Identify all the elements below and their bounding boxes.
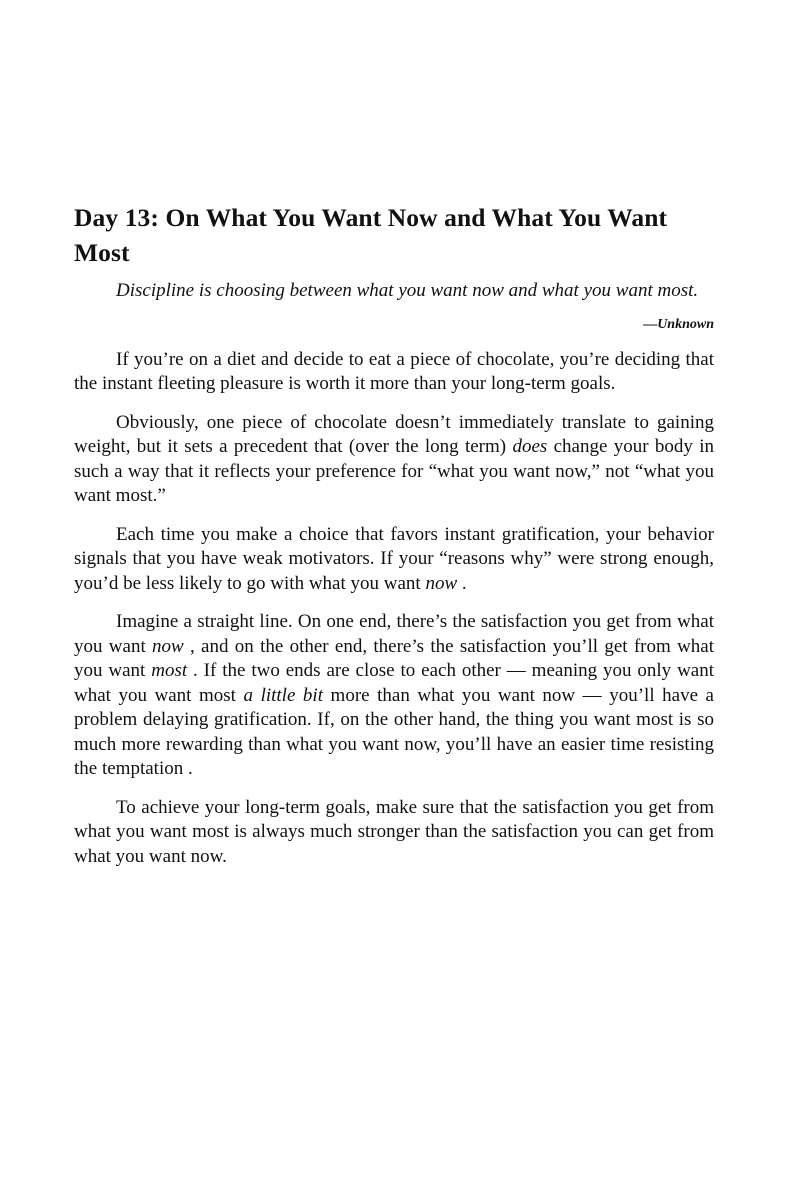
paragraph-text: To achieve your long-term goals, make sure that the satisfaction you get from what you want most is always much stronger than the satisfaction you can get from what you want now. (74, 796, 714, 867)
emphasis-text: most (151, 660, 188, 681)
emphasis-text: a little bit (243, 684, 323, 706)
emphasis-text: now (425, 572, 458, 594)
epigraph-quote: Discipline is choosing between what you want now and what you want most. (116, 280, 699, 301)
body-paragraph (74, 348, 714, 397)
body-paragraph (74, 610, 714, 782)
paragraph-text: If you’re on a diet and decide to eat a piece of chocolate, you’re deciding that the instant fleeting pleasure is worth it more than your long-term goals. (74, 348, 714, 394)
body-paragraph (74, 411, 714, 509)
book-page (74, 200, 714, 869)
body-paragraph (74, 796, 714, 870)
paragraph-text: . If the two ends are close to each other — meaning you only want what you want most (74, 660, 714, 706)
emphasis-text: now (152, 635, 184, 657)
chapter-title: Day 13: On What You Want Now and What You Want Most (74, 203, 668, 267)
body-paragraph (74, 523, 714, 597)
paragraph-text: Each time you make a choice that favors instant gratification, your behavior signals that you have weak motivators. If your “reasons why” were strong enough, you’d be less likely to go with what you want (74, 523, 714, 594)
epigraph-attribution: —Unknown (643, 316, 714, 332)
paragraph-text: change your body in such a way that it reflects your preference for “what you want now,” not “what you want most.” (74, 436, 714, 506)
paragraph-text: Imagine a straight line. On one end, there’s the satisfaction you get from what you want (74, 611, 714, 657)
paragraph-text: . (457, 572, 467, 594)
paragraph-text: more than what you want now — you’ll have a problem delaying gratification. If, on the other hand, the thing you want most is so much more rewarding than what you want now, you’ll have an easier time resisting the temptation . (74, 684, 714, 779)
paragraph-text: , and on the other end, there’s the satisfaction you’ll get from what you want (74, 635, 715, 681)
paragraph-text: Obviously, one piece of chocolate doesn’t immediately translate to gaining weight, but it sets a precedent that (over the long term) (74, 411, 714, 457)
emphasis-text: does (512, 436, 548, 457)
